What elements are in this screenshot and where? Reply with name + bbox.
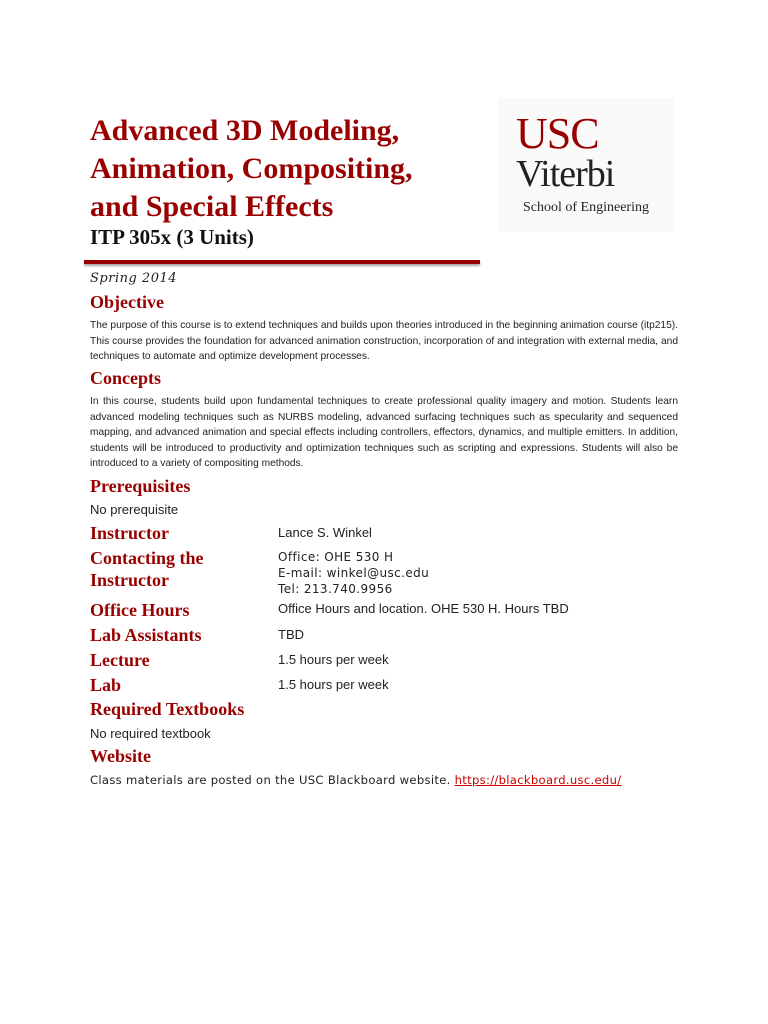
website-text: Class materials are posted on the USC Blackboard website. [90, 773, 451, 787]
textbooks-text: No required textbook [90, 726, 211, 741]
logo-viterbi-text: Viterbi [516, 153, 615, 195]
usc-viterbi-logo [498, 98, 674, 232]
contact-heading-line1: Contacting the [90, 548, 204, 568]
instructor-name: Lance S. Winkel [278, 525, 372, 540]
instructor-heading: Instructor [90, 523, 169, 543]
prerequisites-text: No prerequisite [90, 502, 179, 517]
title-line-2: Animation, Compositing, [90, 152, 413, 185]
website-line [90, 773, 621, 787]
logo-school-text: School of Engineering [523, 200, 649, 215]
blackboard-link[interactable]: https://blackboard.usc.edu/ [454, 773, 622, 787]
contact-heading-line2: Instructor [90, 570, 169, 590]
prerequisites-heading: Prerequisites [90, 476, 191, 496]
objective-heading: Objective [90, 292, 164, 312]
concepts-heading: Concepts [90, 368, 161, 388]
lab-assistants-heading: Lab Assistants [90, 625, 202, 645]
objective-text: The purpose of this course is to extend techniques and builds upon theories introduced in the beginning animation course (itp215). This course provides the foundation for advanced animation construction, incorporation of and integration with external media, and techniques to automate and optimize development processes. [90, 320, 678, 363]
contact-email: E-mail: winkel@usc.edu [278, 566, 430, 580]
office-hours-value: Office Hours and location. OHE 530 H. Hours TBD [278, 601, 569, 616]
lecture-heading: Lecture [90, 650, 150, 670]
website-heading: Website [90, 746, 151, 766]
lab-assistants-value: TBD [278, 627, 304, 642]
course-title [90, 112, 490, 226]
lab-heading: Lab [90, 675, 122, 695]
contact-phone: Tel: 213.740.9956 [278, 582, 393, 596]
logo-usc-text: USC [516, 109, 599, 158]
title-line-1: Advanced 3D Modeling, [90, 114, 400, 147]
contact-office: Office: OHE 530 H [278, 550, 394, 564]
textbooks-heading: Required Textbooks [90, 699, 245, 719]
term-label: Spring 2014 [90, 271, 178, 286]
lecture-value: 1.5 hours per week [278, 652, 389, 667]
lab-value: 1.5 hours per week [278, 677, 389, 692]
course-subtitle: ITP 305x (3 Units) [90, 225, 254, 249]
concepts-text: In this course, students build upon fundamental techniques to create professional quality imagery and motion. Students learn advanced modeling techniques such as NURBS modeling, advanced surfacing techniques such as specularity and sequenced mapping, and advanced animation and special effects including controllers, effectors, dynamics, and multiple emitters. In addition, students will be introduced to productivity and optimization techniques such as scripting and expressions. Students will also be introduced to a variety of compositing methods. [90, 396, 678, 470]
office-hours-heading: Office Hours [90, 600, 190, 620]
title-line-3: and Special Effects [90, 190, 334, 223]
title-divider [84, 260, 480, 264]
